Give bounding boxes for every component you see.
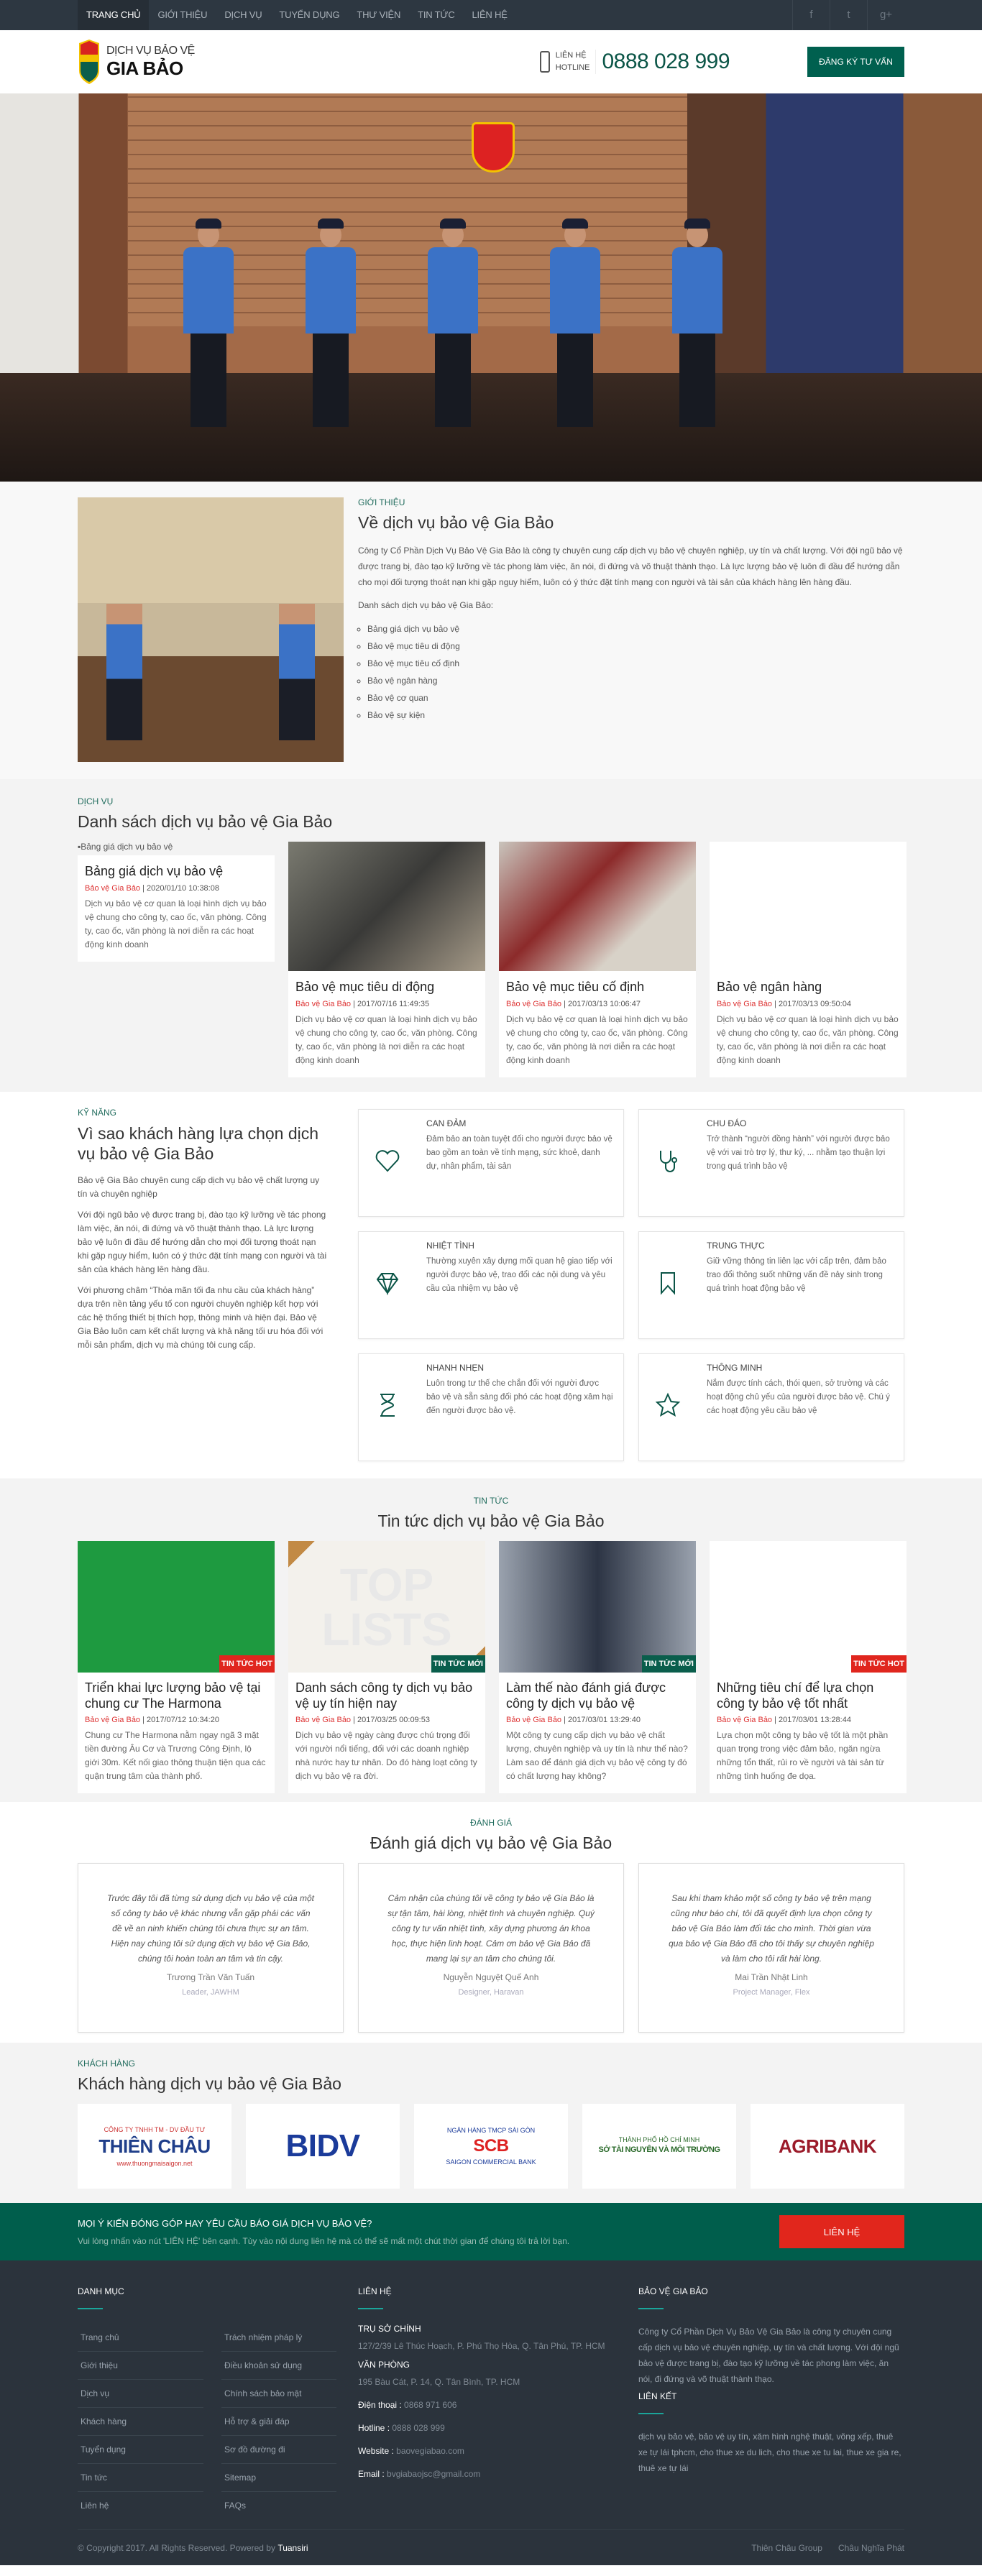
skill-box (638, 1231, 904, 1339)
news-badge: TIN TỨC MỚI (642, 1655, 696, 1673)
section-title: Đánh giá dịch vụ bảo vệ Gia Bảo (370, 1834, 612, 1852)
skills-paragraph: Với đội ngũ bảo vệ được trang bị, đào tạo kỹ lưỡng về tác phong làm việc, ăn nói, đi đứng và võ thuật thành thạo. Là lực lượng bảo vệ luôn đi đầu để hướng dẫn cho mọi đối tượng thoát nạn khi gặp nguy hiểm, luôn có ý thức đặt tính mạng con người và tài sản của khách hàng lên hàng đầu. (78, 1210, 327, 1274)
site-logo[interactable] (78, 39, 195, 85)
client-logo-extra: www.thuongmaisaigon.net (116, 2159, 193, 2167)
service-list-item[interactable]: Bảng giá dịch vụ bảo vệ (367, 624, 460, 634)
services-grid (78, 842, 904, 1077)
client-logo-sub: NGÂN HÀNG TMCP SÀI GÒN (446, 2127, 536, 2134)
star-icon (652, 1363, 684, 1448)
client-logo-name: SỞ TÀI NGUYÊN VÀ MÔI TRƯỜNG (598, 2145, 720, 2154)
reviewer-name: Trương Trần Văn Tuấn (166, 1972, 255, 1982)
author-link[interactable]: Bảo vệ Gia Bảo (506, 1716, 562, 1724)
google-plus-icon[interactable]: g+ (867, 0, 904, 30)
client-logo[interactable] (246, 2104, 400, 2189)
contact-button[interactable]: LIÊN HỆ (779, 2215, 904, 2248)
stethoscope-icon (652, 1118, 684, 1203)
section-label: GIỚI THIỆU (358, 497, 405, 507)
client-logo[interactable] (751, 2104, 904, 2189)
client-logo-name: SCB (473, 2136, 509, 2156)
service-list-item[interactable]: Bảo vệ ngân hàng (367, 676, 438, 686)
shield-logo-icon (78, 39, 101, 85)
author-link[interactable]: Bảo vệ Gia Bảo (717, 1000, 773, 1008)
service-title[interactable]: Bảo vệ ngân hàng (717, 980, 822, 994)
bookmark-icon (652, 1241, 684, 1325)
hotline-value[interactable]: 0888 028 999 (392, 2423, 445, 2433)
hero-banner-image (0, 93, 982, 482)
copyright-bar (78, 2529, 904, 2565)
news-badge: TIN TỨC HOT (851, 1655, 907, 1673)
office-title: VĂN PHÒNG (358, 2360, 410, 2370)
news-desc: Lựa chọn một công ty bảo vệ tốt là một phần quan trọng trong việc đảm bảo, ngăn ngừa những tổn thất, rủi ro về người và tài sản từ những tình huống đe dọa. (717, 1730, 889, 1781)
footer-menu-title: DANH MỤC (78, 2286, 124, 2296)
social-links (792, 0, 904, 30)
news-title[interactable]: Danh sách công ty dịch vụ bảo vệ uy tín hiện nay (295, 1680, 473, 1711)
news-card[interactable] (710, 1541, 907, 1793)
diamond-icon (372, 1241, 403, 1325)
main-menu (78, 0, 516, 30)
nav-item[interactable]: DỊCH VỤ (224, 9, 262, 20)
post-date: | 2017/07/16 11:49:35 (353, 1000, 430, 1008)
skill-box (358, 1353, 624, 1461)
review-card (638, 1863, 904, 2033)
email-link[interactable]: bvgiabaojsc@gmail.com (387, 2469, 481, 2479)
review-quote: Sau khi tham khảo một số công ty bảo vệ trên mạng cũng như báo chí, tôi đã quyết định lựa chọn công ty bảo vệ Gia Bảo làm đối tác cho mình. Thời gian vừa qua bảo vệ Gia Bảo đã cho tôi thấy sự chuyên nghiệp và làm cho tôi rất hài lòng. (669, 1893, 874, 1964)
client-logo-sub: CÔNG TY TNHH TM - DV ĐẦU TƯ (104, 2125, 206, 2133)
intro-section (0, 482, 982, 779)
news-image[interactable] (78, 1541, 275, 1673)
footer-link[interactable]: Sitemap (221, 2464, 336, 2492)
service-image[interactable] (710, 842, 907, 971)
news-card[interactable] (78, 1541, 275, 1793)
skill-title: TRUNG THỰC (707, 1241, 765, 1251)
skill-title: CHU ĐÁO (707, 1118, 747, 1128)
client-logo-name: THIÊN CHÂU (98, 2135, 211, 2157)
website-link[interactable]: baovegiabao.com (396, 2446, 464, 2456)
section-label: TIN TỨC (473, 1496, 509, 1506)
skill-desc: Giữ vững thông tin liên lạc với cấp trên, đảm bảo trao đổi thông suốt những vấn đề nảy sinh trong quá trình hoạt động bảo vệ (707, 1257, 886, 1293)
section-label: ĐÁNH GIÁ (469, 1818, 512, 1828)
service-card[interactable] (78, 842, 275, 962)
hotline-number[interactable]: 0888 028 999 (602, 50, 730, 73)
service-list (358, 620, 904, 724)
hotline-label1: LIÊN HỆ (555, 51, 587, 60)
skill-title: NHANH NHẸN (426, 1363, 485, 1373)
office-address: 195 Bàu Cát, P. 14, Q. Tân Bình, TP. HCM (358, 2377, 520, 2387)
intro-list-title: Danh sách dịch vụ bảo vệ Gia Bảo: (358, 600, 494, 610)
author-link[interactable]: Bảo vệ Gia Bảo (506, 1000, 562, 1008)
skill-box (638, 1353, 904, 1461)
service-list-item[interactable]: Bảo vệ sự kiện (367, 710, 426, 720)
section-label: KHÁCH HÀNG (78, 2058, 136, 2069)
service-image[interactable] (288, 842, 485, 971)
service-desc: Dịch vụ bảo vệ cơ quan là loại hình dịch vụ bảo vệ chung cho công ty, cao ốc, văn phòng. Công ty, cao ốc, văn phòng là nơi diễn ra các hoạt động kinh doanh (717, 1014, 899, 1065)
author-link[interactable]: Bảo vệ Gia Bảo (295, 1716, 352, 1724)
review-card (78, 1863, 344, 2033)
skill-title: THÔNG MINH (707, 1363, 763, 1373)
news-title[interactable]: Những tiêu chí để lựa chọn công ty bảo vệ tốt nhất (717, 1680, 874, 1711)
footer-link[interactable]: Hỗ trợ & giải đáp (221, 2408, 336, 2436)
news-badge: TIN TỨC HOT (219, 1655, 275, 1673)
service-card[interactable] (710, 842, 907, 1077)
nav-item[interactable]: LIÊN HỆ (472, 9, 508, 20)
service-card[interactable] (499, 842, 696, 1077)
news-desc: Dịch vụ bảo vệ ngày càng được chú trọng đối với người nổi tiếng, đối với các doanh nghiệp nhà nước hay tư nhân. Do đó hàng loạt công ty dịch vụ bảo vệ ra đời. (295, 1730, 477, 1781)
clients-section (0, 2043, 982, 2203)
section-title: Vì sao khách hàng lựa chọn dịch vụ bảo vệ Gia Bảo (78, 1124, 319, 1163)
reviewer-role: Designer, Haravan (458, 1988, 524, 1997)
nav-item[interactable]: TRANG CHỦ (78, 0, 149, 30)
service-list-item[interactable]: Bảo vệ cơ quan (367, 693, 428, 703)
news-image[interactable] (710, 1541, 907, 1673)
post-date: | 2020/01/10 10:38:08 (142, 884, 219, 893)
author-link[interactable]: Bảo vệ Gia Bảo (85, 884, 141, 893)
skill-desc: Đảm bảo an toàn tuyệt đối cho người được bảo vệ bao gồm an toàn về tính mạng, sức khoẻ, danh dự, nhân phẩm, tài sản (426, 1135, 612, 1171)
skills-grid (358, 1108, 904, 1461)
post-date: | 2017/07/12 10:34:20 (142, 1716, 219, 1724)
powered-by-link[interactable]: Tuansiri (277, 2542, 308, 2553)
reviewer-name: Mai Trần Nhật Linh (735, 1972, 808, 1982)
section-title: Tin tức dịch vụ bảo vệ Gia Bảo (377, 1512, 605, 1530)
broken-image-alt[interactable]: ▪Bảng giá dịch vụ bảo vệ (78, 842, 275, 855)
footer-link[interactable]: Điều khoản sử dụng (221, 2352, 336, 2380)
reviews-grid (78, 1863, 904, 2033)
nav-item[interactable]: GIỚI THIỆU (157, 9, 208, 20)
reviewer-name: Nguyễn Nguyệt Quế Anh (443, 1972, 539, 1982)
footer-link[interactable]: Tin tức (78, 2464, 203, 2492)
hourglass-icon (372, 1363, 403, 1448)
news-grid (78, 1541, 904, 1793)
footer-contact-title: LIÊN HỆ (358, 2286, 392, 2296)
news-badge: TIN TỨC MỚI (431, 1655, 485, 1673)
copyright-text: © Copyright 2017. All Rights Reserved. Powered by (78, 2542, 275, 2553)
service-list-item[interactable]: Bảo vệ mục tiêu cố định (367, 658, 460, 668)
section-title: Về dịch vụ bảo vệ Gia Bảo (358, 513, 554, 532)
reviews-section (0, 1802, 982, 2043)
skills-section (0, 1092, 982, 1478)
phone-value[interactable]: 0868 971 606 (404, 2400, 457, 2410)
nav-item[interactable]: TIN TỨC (418, 9, 455, 20)
footer-about-title: BẢO VỆ GIA BẢO (638, 2286, 708, 2296)
service-card[interactable] (288, 842, 485, 1077)
skill-desc: Luôn trong tư thế che chắn đối với người được bảo vệ và sẵn sàng đối phó các hoạt động xâm hại đến người được bảo vệ. (426, 1379, 613, 1415)
service-title[interactable]: Bảo vệ mục tiêu cố định (506, 980, 645, 994)
contact-cta-bar (0, 2203, 982, 2260)
top-navbar (0, 0, 982, 30)
facebook-icon[interactable]: f (792, 0, 830, 30)
cta-subtitle: Vui lòng nhấn vào nút 'LIÊN HỆ' bên cạnh. Tùy vào nội dung liên hệ mà có thể sẽ mất một chút thời gian để chúng tôi trả lời bạn. (78, 2235, 570, 2246)
service-desc: Dịch vụ bảo vệ cơ quan là loại hình dịch vụ bảo vệ chung cho công ty, cao ốc, văn phòng. Công ty, cao ốc, văn phòng là nơi diễn ra các hoạt động kinh doanh (85, 898, 267, 949)
footer-link[interactable]: Sơ đồ đường đi (221, 2436, 336, 2464)
author-link[interactable]: Bảo vệ Gia Bảo (85, 1716, 141, 1724)
news-image[interactable] (499, 1541, 696, 1673)
section-label: KỸ NĂNG (78, 1108, 117, 1118)
hotline-label: Hotline : (358, 2423, 390, 2433)
skill-desc: Nắm được tính cách, thói quen, sở trường và các hoạt động chủ yếu của người được bảo vệ. Chú ý các hoạt động yêu cầu bảo vệ (707, 1379, 890, 1415)
review-quote: Cảm nhận của chúng tôi về công ty bảo vệ Gia Bảo là sự tận tâm, hài lòng, nhiệt tình và chuyên nghiệp. Quý công ty tư vấn nhiệt tình, xây dựng phương án khoa học, thực hiện linh hoạt. Cảm ơn bảo vệ Gia Bảo đã mang lại sự an tâm cho chúng tôi. (387, 1893, 595, 1964)
client-logo[interactable] (78, 2104, 231, 2189)
skills-paragraph: Với phương châm “Thỏa mãn tối đa nhu cầu của khách hàng” dựa trên nền tảng yếu tố con người chuyên nghiệp kết hợp với các hệ thống thiết bị thích hợp, thông minh và hiện đại. Bảo vệ Gia Bảo luôn cam kết chất lượng và khả năng tối ưu hóa đối với mỗi sản phẩm, dịch vụ mà chúng tôi cung cấp. (78, 1285, 323, 1350)
service-list-item[interactable]: Bảo vệ mục tiêu di động (367, 641, 460, 651)
logo-line1: DỊCH VỤ BẢO VỆ (106, 44, 195, 57)
footer-link[interactable]: Khách hàng (78, 2408, 203, 2436)
post-date: | 2017/03/25 00:09:53 (353, 1716, 430, 1724)
section-title: Danh sách dịch vụ bảo vệ Gia Bảo (78, 812, 333, 831)
hq-address: 127/2/39 Lê Thúc Hoạch, P. Phú Thọ Hòa, Q. Tân Phú, TP. HCM (358, 2341, 605, 2351)
news-image[interactable] (288, 1541, 485, 1673)
site-footer (0, 2260, 982, 2565)
footer-links (78, 2324, 358, 2519)
skill-box (358, 1231, 624, 1339)
client-logo-sub: THÀNH PHỐ HỒ CHÍ MINH (618, 2136, 700, 2143)
skill-title: NHIỆT TÌNH (426, 1241, 474, 1251)
hotline (540, 50, 730, 74)
client-logos (78, 2104, 904, 2189)
section-title: Khách hàng dịch vụ bảo vệ Gia Bảo (78, 2074, 341, 2093)
footer-link[interactable]: Chính sách bảo mật (221, 2380, 336, 2408)
news-title[interactable]: Làm thế nào đánh giá được công ty dịch vụ bảo vệ (506, 1680, 666, 1711)
email-label: Email : (358, 2469, 385, 2479)
services-section (0, 779, 982, 1092)
mobile-phone-icon (540, 51, 550, 73)
client-logo-name: BIDV (285, 2128, 360, 2163)
footer-links-title: LIÊN KẾT (638, 2391, 677, 2401)
heart-icon (372, 1118, 403, 1203)
footer-about-text: Công ty Cổ Phần Dịch Vụ Bảo Vệ Gia Bảo là công ty chuyên cung cấp dịch vụ bảo vệ chuyên nghiệp, uy tín và chất lượng. Với đội ngũ bảo vệ được trang bị, đào tạo kỹ lưỡng về tác phong làm việc, ăn nói, đi đứng và võ thuật thành thạo. (638, 2327, 899, 2384)
company-sign (472, 122, 515, 172)
author-link[interactable]: Bảo vệ Gia Bảo (717, 1716, 773, 1724)
footer-link[interactable]: Liên hệ (81, 2501, 109, 2511)
post-date: | 2017/03/13 10:06:47 (564, 1000, 641, 1008)
news-card[interactable] (288, 1541, 485, 1793)
client-logo-name: AGRIBANK (778, 2135, 877, 2157)
skill-box (358, 1109, 624, 1217)
intro-paragraph: Công ty Cổ Phần Dịch Vụ Bảo Vệ Gia Bảo là công ty chuyên cung cấp dịch vụ bảo vệ chuyên nghiệp, uy tín và chất lượng. Với đội ngũ bảo vệ được trang bị, đào tạo kỹ lưỡng về tác phong làm việc, ăn nói, đi đứng và võ thuật thành thạo. Là lực lượng bảo vệ luôn đi đầu để hướng dẫn cho mọi đối tượng thoát nạn khi gặp nguy hiểm, luôn có ý thức đặt tính mạng con người và tài sản của khách hàng lên hàng đầu. (358, 546, 903, 587)
reviewer-role: Leader, JAWHM (182, 1988, 239, 1997)
service-title[interactable]: Bảo vệ mục tiêu di động (295, 980, 435, 994)
reviewer-role: Project Manager, Flex (733, 1988, 810, 1997)
toplists-graphic: TOP LISTS (321, 1558, 452, 1655)
website-label: Website : (358, 2446, 394, 2456)
phone-label: Điện thoại : (358, 2400, 402, 2410)
skill-desc: Trở thành “người đồng hành” với người được bảo vệ với vai trò trợ lý, thư ký, ... nhằm tạo thuận lợi trong quá trình bảo vệ (707, 1135, 890, 1171)
footer-link[interactable]: Dịch vụ (78, 2380, 203, 2408)
post-date: | 2017/03/01 13:29:40 (564, 1716, 641, 1724)
client-logo-extra: SAIGON COMMERCIAL BANK (446, 2158, 536, 2166)
skill-box (638, 1109, 904, 1217)
cta-title: MỌI Ý KIẾN ĐÓNG GÓP HAY YÊU CẦU BÁO GIÁ DỊCH VỤ BẢO VỆ? (78, 2217, 372, 2229)
review-card (358, 1863, 624, 2033)
service-desc: Dịch vụ bảo vệ cơ quan là loại hình dịch vụ bảo vệ chung cho công ty, cao ốc, văn phòng. Công ty, cao ốc, văn phòng là nơi diễn ra các hoạt động kinh doanh (295, 1014, 477, 1065)
section-label: DỊCH VỤ (78, 796, 114, 806)
footer-link[interactable]: Trách nhiệm pháp lý (221, 2324, 336, 2352)
post-date: | 2017/03/01 13:28:44 (774, 1716, 851, 1724)
post-date: | 2017/03/13 09:50:04 (774, 1000, 851, 1008)
footer-link[interactable]: FAQs (224, 2501, 247, 2511)
logo-line2: GIA BẢO (106, 57, 183, 79)
skills-paragraph: Bảo vệ Gia Bảo chuyên cung cấp dịch vụ bảo vệ chất lượng uy tín và chuyên nghiệp (78, 1175, 320, 1199)
service-desc: Dịch vụ bảo vệ cơ quan là loại hình dịch vụ bảo vệ chung cho công ty, cao ốc, văn phòng. Công ty, cao ốc, văn phòng là nơi diễn ra các hoạt động kinh doanh (506, 1014, 688, 1065)
footer-keyword-links[interactable]: dịch vụ bảo vệ, bảo vệ uy tín, xăm hình nghệ thuật, võng xếp, thuê xe tự lái tphcm, cho thue xe du lich, cho thue xe tu lai, thue xe gia re, thuê xe tự lái (638, 2432, 901, 2473)
skill-title: CAN ĐẢM (426, 1118, 467, 1128)
service-title[interactable]: Bảng giá dịch vụ bảo vệ (85, 864, 224, 878)
register-consult-button[interactable]: ĐĂNG KÝ TƯ VẤN (807, 47, 904, 77)
news-card[interactable] (499, 1541, 696, 1793)
news-title[interactable]: Triển khai lực lượng bảo vệ tại chung cư The Harmona (85, 1680, 261, 1711)
twitter-icon[interactable]: t (830, 0, 867, 30)
client-logo[interactable] (414, 2104, 568, 2189)
author-link[interactable]: Bảo vệ Gia Bảo (295, 1000, 352, 1008)
footer-link[interactable]: Giới thiệu (78, 2352, 203, 2380)
partner-link[interactable]: Thiên Châu Group (751, 2542, 822, 2553)
skill-desc: Thường xuyên xây dựng mối quan hệ giao tiếp với người được bảo vệ, trao đổi các nội dung và yêu cầu của nhiệm vụ bảo vệ (426, 1257, 612, 1293)
news-desc: Một công ty cung cấp dịch vụ bảo vệ chất lượng, chuyên nghiệp và uy tín là như thế nào? Làm sao để đánh giá dịch vụ bảo vệ công ty đó có chất lượng hay không? (506, 1730, 688, 1781)
service-image[interactable] (499, 842, 696, 971)
partner-link[interactable]: Châu Nghĩa Phát (838, 2542, 904, 2553)
news-section (0, 1478, 982, 1802)
review-quote: Trước đây tôi đã từng sử dụng dịch vụ bảo vệ của một số công ty bảo vệ khác nhưng vẫn gặp phải các vấn đề về an ninh khiến chúng tôi chưa thực sự an tâm. Hiện nay chúng tôi sử dụng dịch vụ bảo vệ Gia Bảo, chúng tôi hoàn toàn an tâm và tin cậy. (107, 1893, 314, 1964)
site-header (0, 30, 982, 93)
news-desc: Chung cư The Harmona nằm ngay ngã 3 mặt tiền đường Âu Cơ và Trương Công Định, lộ giới 30m. Kết nối giao thông thuận tiện qua các quận trung tâm của thành phố. (85, 1730, 266, 1781)
hq-title: TRỤ SỞ CHÍNH (358, 2324, 421, 2334)
nav-item[interactable]: TUYỂN DỤNG (279, 9, 340, 20)
footer-link[interactable]: Tuyển dụng (78, 2436, 203, 2464)
client-logo[interactable] (582, 2104, 736, 2189)
footer-link[interactable]: Trang chủ (78, 2324, 203, 2352)
nav-item[interactable]: THƯ VIỆN (357, 9, 401, 20)
hotline-label2: HOTLINE (555, 63, 590, 72)
intro-image (78, 497, 344, 762)
